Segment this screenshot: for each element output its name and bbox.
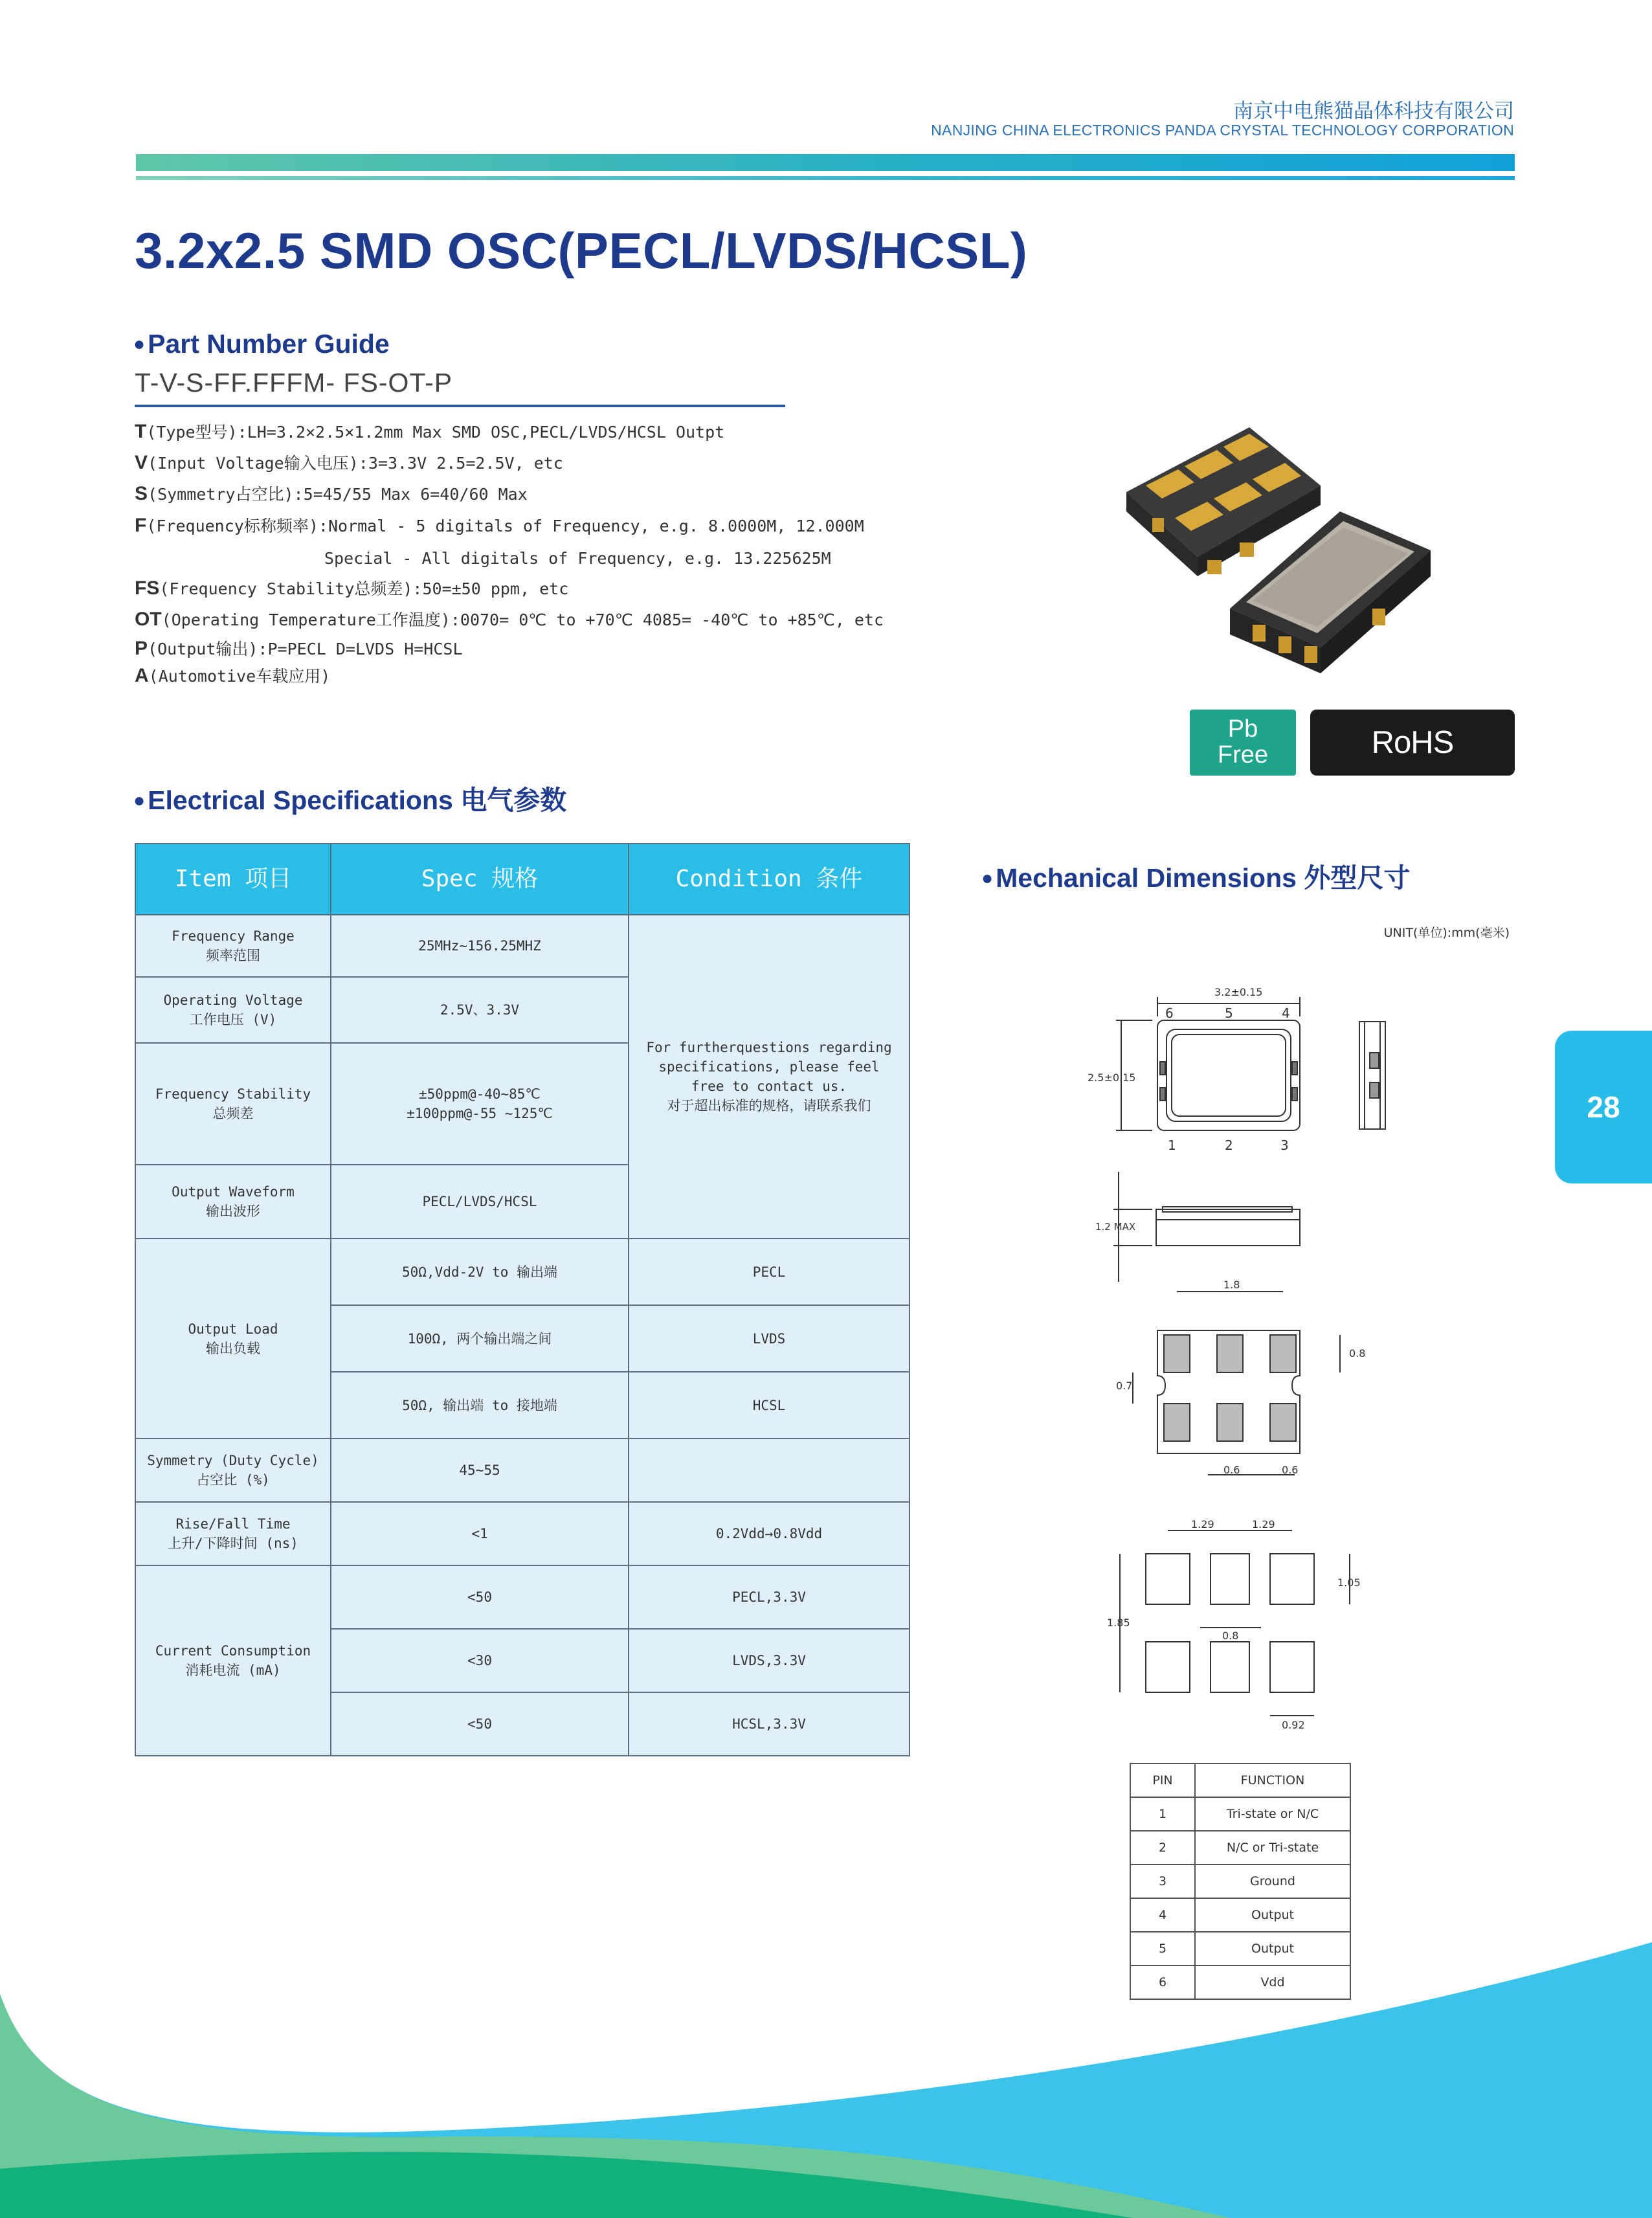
spec-cell: 100Ω, 两个输出端之间 [331,1305,629,1372]
spec-cell: ±50ppm@-40~85℃ ±100ppm@-55 ~125℃ [331,1043,629,1165]
pb-free-line2: Free [1217,741,1269,768]
oscillator-photo [1113,414,1515,686]
company-name-en: NANJING CHINA ELECTRONICS PANDA CRYSTAL TECHNOLOGY CORPORATION [931,122,1514,139]
condition-cell: 0.2Vdd→0.8Vdd [629,1502,910,1565]
mechanical-drawing [1088,971,1424,1735]
condition-cell [629,1439,910,1502]
pb-free-line1: Pb [1227,715,1258,743]
dim-land-height: 1.05 [1337,1576,1361,1589]
top-view [1116,997,1385,1130]
pin-label-5: 5 [1225,1005,1233,1021]
dim-land-gap: 0.8 [1222,1630,1239,1642]
dim-pad-height: 0.8 [1349,1347,1366,1360]
part-number-code: T-V-S-FF.FFFM- FS-OT-P [135,368,453,398]
spec-cell: 2.5V、3.3V [331,977,629,1043]
page-number-tab: 28 [1555,1031,1652,1183]
pad-view [1133,1292,1340,1475]
rohs-badge: RoHS Compliant [1310,710,1515,776]
dim-land-total: 1.85 [1107,1617,1130,1629]
electrical-spec-table [135,843,910,1756]
mechanical-heading-text: Mechanical Dimensions 外型尺寸 [996,863,1411,893]
condition-cell: LVDS,3.3V [629,1629,910,1692]
col-header-function: FUNCTION [1195,1764,1350,1797]
spec-cell: 25MHz~156.25MHZ [331,915,629,977]
spec-cell: 50Ω, 输出端 to 接地端 [331,1372,629,1439]
divider [135,405,785,407]
land-pattern [1120,1530,1350,1716]
spec-cell: <50 [331,1692,629,1756]
table-row: 4 Output [1130,1898,1350,1932]
condition-cell: HCSL [629,1372,910,1439]
spec-cell: PECL/LVDS/HCSL [331,1165,629,1238]
spec-cell: <1 [331,1502,629,1565]
condition-cell: LVDS [629,1305,910,1372]
pin-label-2: 2 [1225,1137,1233,1153]
pn-item-f: F(Frequency标称频率):Normal - 5 digitals of Frequency, e.g. 8.0000M, 12.000M [135,515,864,536]
pn-item-v: V(Input Voltage输入电压):3=3.3V 2.5=2.5V, etc [135,452,563,473]
header-bar-thin [136,176,1515,180]
item-cell: Rise/Fall Time 上升/下降时间 (ns) [135,1502,331,1565]
item-cell: Operating Voltage 工作电压 (V) [135,977,331,1043]
dim-land-pitch-1: 1.29 [1191,1518,1214,1530]
dim-width: 2.5±0.15 [1088,1071,1136,1084]
col-header-spec: Spec 规格 [331,844,629,915]
table-row [135,1502,910,1565]
spec-cell: <30 [331,1629,629,1692]
dim-length: 3.2±0.15 [1214,986,1263,998]
bullet-icon: ● [981,868,994,889]
pb-free-badge [1190,710,1296,776]
pn-item-ot: OT(Operating Temperature工作温度):0070= 0℃ to +70℃ 4085= -40℃ to +85℃, etc [135,609,884,630]
table-row [135,1238,910,1305]
dim-land-pitch-2: 1.29 [1252,1518,1275,1530]
pn-item-t: T(Type型号):LH=3.2×2.5×1.2mm Max SMD OSC,PECL/LVDS/HCSL Outpt [135,421,725,442]
spec-cell: 50Ω,Vdd-2V to 输出端 [331,1238,629,1305]
pn-item-a: A(Automotive车载应用) [135,665,331,686]
item-cell: Frequency Range 频率范围 [135,915,331,977]
dim-pad-width-1: 0.6 [1223,1464,1240,1476]
table-row: 6 Vdd [1130,1966,1350,1999]
col-header-condition: Condition 条件 [629,844,910,915]
dim-pad-gap: 0.7 [1116,1380,1133,1392]
bullet-icon: ● [133,790,146,811]
item-cell: Output Waveform 输出波形 [135,1165,331,1238]
electrical-heading-text: Electrical Specifications 电气参数 [148,785,567,815]
item-cell: Current Consumption 消耗电流 (mA) [135,1565,331,1756]
table-row [135,1565,910,1629]
item-cell: Output Load 输出负载 [135,1238,331,1439]
company-name-cn: 南京中电熊猫晶体科技有限公司 [1233,100,1514,123]
electrical-heading [133,779,566,817]
unit-label: UNIT(单位):mm(毫米) [1383,926,1510,940]
pn-item-s: S(Symmetry占空比):5=45/55 Max 6=40/60 Max [135,483,528,504]
pin-label-6: 6 [1165,1005,1174,1021]
pn-item-fs: FS(Frequency Stability总频差):50=±50 ppm, etc [135,577,569,599]
dim-pad-pitch: 1.8 [1223,1279,1240,1291]
chip-bottom-view [1126,427,1321,576]
condition-note-cell: For furtherquestions regarding specifications, please feel free to contact us. 对于超出标准的规格，请联系我们 [629,915,910,1238]
footer-wave [0,1942,1652,2218]
condition-cell: PECL,3.3V [629,1565,910,1629]
table-row: 2 N/C or Tri-state [1130,1831,1350,1865]
pin-label-4: 4 [1282,1005,1290,1021]
dim-pad-width-2: 0.6 [1282,1464,1299,1476]
bullet-icon: ● [133,333,146,355]
mechanical-heading [981,857,1410,895]
pn-item-p: P(Output输出):P=PECL D=LVDS H=HCSL [135,638,463,659]
part-number-heading [133,329,390,359]
dim-land-width: 0.92 [1282,1719,1305,1731]
dim-height: 1.2 MAX [1095,1221,1136,1233]
table-row: 5 Output [1130,1932,1350,1966]
spec-cell: <50 [331,1565,629,1629]
condition-cell: HCSL,3.3V [629,1692,910,1756]
item-cell: Symmetry (Duty Cycle) 占空比 (%) [135,1439,331,1502]
page-title: 3.2x2.5 SMD OSC(PECL/LVDS/HCSL) [135,222,1028,279]
header-bar [136,154,1515,171]
spec-cell: 45~55 [331,1439,629,1502]
part-number-heading-text: Part Number Guide [148,329,390,359]
table-header-row [1130,1764,1350,1797]
table-row [135,915,910,977]
table-row: 1 Tri-state or N/C [1130,1797,1350,1831]
pin-label-3: 3 [1280,1137,1289,1153]
side-view [1113,1172,1300,1282]
pn-item-f-special: Special - All digitals of Frequency, e.g. 13.225625M [324,549,831,568]
table-row: 3 Ground [1130,1865,1350,1898]
table-header-row [135,844,910,915]
table-row [135,1439,910,1502]
col-header-pin: PIN [1130,1764,1195,1797]
col-header-item: Item 项目 [135,844,331,915]
item-cell: Frequency Stability 总频差 [135,1043,331,1165]
pin-label-1: 1 [1168,1137,1176,1153]
condition-cell: PECL [629,1238,910,1305]
